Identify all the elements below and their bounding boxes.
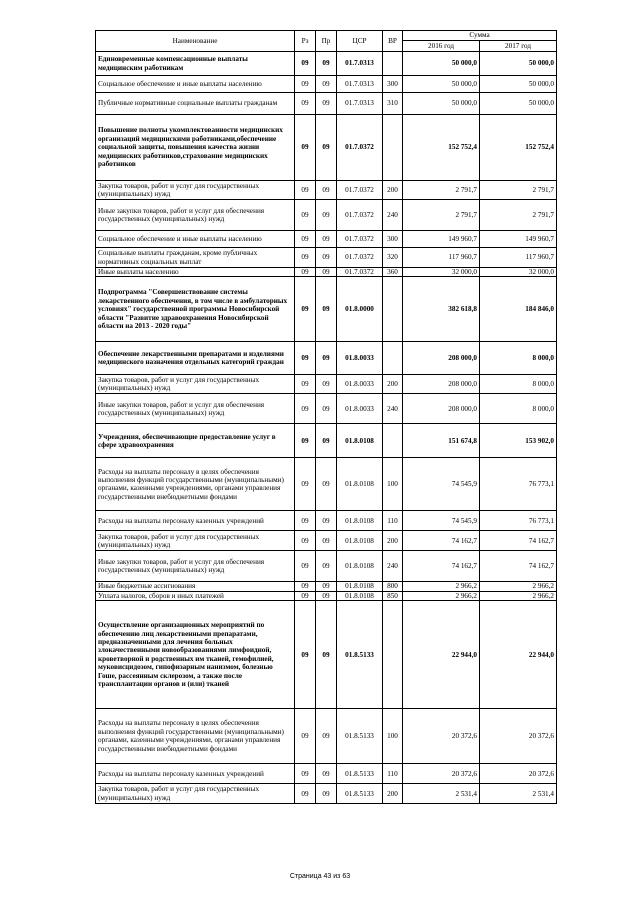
cell-pr: 09 [316,601,337,709]
cell-name: Уплата налогов, сборов и иных платежей [96,591,295,600]
header-name: Наименование [96,31,295,52]
cell-pr: 09 [316,375,337,394]
cell-csr: 01.7.0372 [337,248,383,268]
cell-vr: 240 [383,200,403,231]
cell-pr: 09 [316,784,337,804]
cell-vr [383,601,403,709]
cell-vr: 240 [383,551,403,582]
cell-pr: 09 [316,268,337,277]
cell-rz: 09 [295,76,316,93]
cell-pr: 09 [316,458,337,511]
cell-csr: 01.8.5133 [337,764,383,784]
cell-s2016: 22 944,0 [403,601,480,709]
table-row [96,277,557,342]
cell-vr: 800 [383,582,403,591]
cell-s2016: 2 791,7 [403,200,480,231]
header-vr: ВР [383,31,403,52]
cell-rz: 09 [295,342,316,375]
cell-vr [383,115,403,181]
table-row [96,582,557,591]
cell-name: Расходы на выплаты персоналу в целях обеспечения выполнения функций государственными (муниципальными) органами, казенными учреждениями, органами управления государственными внебюджетными фондами [96,458,295,511]
header-csr: ЦСР [337,31,383,52]
cell-s2017: 184 846,0 [480,277,557,342]
cell-name: Закупка товаров, работ и услуг для государственных (муниципальных) нужд [96,375,295,394]
cell-s2016: 50 000,0 [403,76,480,93]
table-row [96,458,557,511]
cell-name: Расходы на выплаты персоналу казенных учреждений [96,764,295,784]
cell-name: Иные выплаты населению [96,268,295,277]
table-row [96,551,557,582]
cell-pr: 09 [316,424,337,458]
cell-name: Подпрограмма "Совершенствование системы лекарственного обеспечения, в том числе в амбулаторных условиях" государственной программы Новосибирской области "Развитие здравоохранения Новосибирской области на 2013 - 2020 годы" [96,277,295,342]
cell-name: Обеспечение лекарственными препаратами и изделиями медицинского назначения отдельных категорий граждан [96,342,295,375]
table-row [96,709,557,764]
cell-s2017: 74 162,7 [480,531,557,551]
header-sum: Сумма [403,31,557,41]
cell-csr: 01.8.0108 [337,511,383,531]
cell-vr [383,52,403,76]
table-row [96,76,557,93]
header-rz: Рз [295,31,316,52]
cell-vr: 300 [383,76,403,93]
cell-csr: 01.7.0313 [337,52,383,76]
cell-rz: 09 [295,458,316,511]
cell-s2016: 74 162,7 [403,531,480,551]
cell-rz: 09 [295,231,316,248]
cell-csr: 01.8.0033 [337,375,383,394]
cell-pr: 09 [316,511,337,531]
cell-csr: 01.8.0108 [337,551,383,582]
cell-csr: 01.8.0033 [337,342,383,375]
cell-pr: 09 [316,52,337,76]
cell-rz: 09 [295,248,316,268]
cell-s2017: 2 791,7 [480,200,557,231]
cell-s2017: 76 773,1 [480,511,557,531]
cell-csr: 01.8.0033 [337,394,383,424]
cell-csr: 01.8.0000 [337,277,383,342]
table-row [96,248,557,268]
table-row [96,511,557,531]
cell-pr: 09 [316,76,337,93]
header-2016: 2016 год [403,41,480,52]
cell-s2017: 149 960,7 [480,231,557,248]
table-row [96,591,557,600]
cell-name: Единовременные компенсационные выплаты медицинским работникам [96,52,295,76]
cell-pr: 09 [316,394,337,424]
cell-vr: 320 [383,248,403,268]
cell-s2017: 153 902,0 [480,424,557,458]
cell-rz: 09 [295,93,316,115]
cell-s2017: 2 966,2 [480,591,557,600]
cell-pr: 09 [316,181,337,200]
cell-name: Осуществление организационных мероприятий по обеспечению лиц лекарственными препаратами, предназначенными для лечения больных злокачественными новообразованиями лимфоидной, кроветворной и родственных им тканей, гемофилией, муковисцидозом, гипофизарным нанизмом, болезнью Гоше, рассеянным склерозом, а также после трансплантации органов и (или) тканей [96,601,295,709]
cell-s2016: 50 000,0 [403,52,480,76]
cell-s2017: 2 966,2 [480,582,557,591]
cell-pr: 09 [316,342,337,375]
cell-csr: 01.7.0372 [337,181,383,200]
cell-csr: 01.8.5133 [337,709,383,764]
cell-s2016: 2 966,2 [403,582,480,591]
table-row [96,93,557,115]
cell-s2016: 2 791,7 [403,181,480,200]
cell-vr: 200 [383,784,403,804]
cell-name: Расходы на выплаты персоналу в целях обеспечения выполнения функций государственными (муниципальными) органами, казенными учреждениями, органами управления государственными внебюджетными фондами [96,709,295,764]
cell-csr: 01.8.0108 [337,531,383,551]
cell-s2016: 74 545,9 [403,458,480,511]
cell-rz: 09 [295,709,316,764]
cell-s2017: 22 944,0 [480,601,557,709]
cell-name: Учреждения, обеспечивающие предоставление услуг в сфере здравоохранения [96,424,295,458]
cell-s2017: 8 000,0 [480,394,557,424]
cell-s2017: 50 000,0 [480,76,557,93]
cell-pr: 09 [316,764,337,784]
cell-s2017: 74 162,7 [480,551,557,582]
table-row [96,784,557,804]
cell-csr: 01.7.0313 [337,93,383,115]
cell-s2017: 8 000,0 [480,342,557,375]
cell-s2016: 382 618,8 [403,277,480,342]
cell-csr: 01.7.0372 [337,115,383,181]
cell-vr [383,424,403,458]
cell-s2016: 149 960,7 [403,231,480,248]
cell-s2017: 8 000,0 [480,375,557,394]
cell-rz: 09 [295,115,316,181]
cell-rz: 09 [295,181,316,200]
cell-name: Социальные выплаты гражданам, кроме публичных нормативных социальных выплат [96,248,295,268]
cell-pr: 09 [316,93,337,115]
cell-csr: 01.8.5133 [337,601,383,709]
cell-pr: 09 [316,591,337,600]
cell-s2016: 20 372,6 [403,709,480,764]
cell-name: Закупка товаров, работ и услуг для государственных (муниципальных) нужд [96,784,295,804]
cell-s2016: 2 531,4 [403,784,480,804]
cell-s2017: 152 752,4 [480,115,557,181]
cell-pr: 09 [316,551,337,582]
table-body [96,52,557,804]
cell-s2016: 208 000,0 [403,394,480,424]
cell-rz: 09 [295,394,316,424]
cell-pr: 09 [316,231,337,248]
table-row [96,200,557,231]
cell-name: Иные закупки товаров, работ и услуг для обеспечения государственных (муниципальных) нужд [96,200,295,231]
cell-name: Иные бюджетные ассигнования [96,582,295,591]
page-number: Страница 43 из 63 [289,873,351,880]
cell-vr: 110 [383,511,403,531]
cell-s2017: 2 791,7 [480,181,557,200]
cell-s2017: 76 773,1 [480,458,557,511]
cell-pr: 09 [316,709,337,764]
table-row [96,231,557,248]
cell-s2016: 152 752,4 [403,115,480,181]
cell-csr: 01.7.0313 [337,76,383,93]
cell-name: Закупка товаров, работ и услуг для государственных (муниципальных) нужд [96,531,295,551]
cell-csr: 01.8.0108 [337,591,383,600]
cell-pr: 09 [316,200,337,231]
cell-name: Иные закупки товаров, работ и услуг для обеспечения государственных (муниципальных) нужд [96,394,295,424]
cell-rz: 09 [295,511,316,531]
cell-csr: 01.8.0108 [337,582,383,591]
cell-vr: 100 [383,709,403,764]
cell-name: Социальное обеспечение и иные выплаты населению [96,231,295,248]
cell-s2016: 117 960,7 [403,248,480,268]
cell-name: Публичные нормативные социальные выплаты гражданам [96,93,295,115]
cell-rz: 09 [295,582,316,591]
cell-s2016: 74 162,7 [403,551,480,582]
cell-s2017: 50 000,0 [480,52,557,76]
cell-name: Закупка товаров, работ и услуг для государственных (муниципальных) нужд [96,181,295,200]
table-row [96,52,557,76]
cell-rz: 09 [295,601,316,709]
table-row [96,268,557,277]
cell-rz: 09 [295,277,316,342]
cell-s2016: 208 000,0 [403,375,480,394]
cell-vr: 300 [383,231,403,248]
cell-pr: 09 [316,277,337,342]
table-row [96,424,557,458]
table-row [96,531,557,551]
cell-rz: 09 [295,268,316,277]
cell-vr [383,342,403,375]
header-pr: Пр [316,31,337,52]
cell-csr: 01.8.5133 [337,784,383,804]
cell-pr: 09 [316,531,337,551]
cell-vr: 850 [383,591,403,600]
cell-rz: 09 [295,551,316,582]
cell-vr: 200 [383,531,403,551]
cell-vr: 110 [383,764,403,784]
table-row [96,764,557,784]
header-2017: 2017 год [480,41,557,52]
cell-s2016: 20 372,6 [403,764,480,784]
cell-rz: 09 [295,52,316,76]
cell-s2016: 32 000,0 [403,268,480,277]
table-row [96,394,557,424]
table-row [96,375,557,394]
cell-s2017: 20 372,6 [480,709,557,764]
cell-name: Повышение полноты укомплектованности медицинских организаций медицинскими работниками,обеспечение социальной защиты, повышения качества жизни медицинских работников,страхование медицинских работников [96,115,295,181]
cell-rz: 09 [295,424,316,458]
cell-rz: 09 [295,784,316,804]
cell-vr: 240 [383,394,403,424]
cell-s2016: 50 000,0 [403,93,480,115]
cell-vr: 310 [383,93,403,115]
cell-name: Иные закупки товаров, работ и услуг для обеспечения государственных (муниципальных) нужд [96,551,295,582]
cell-s2016: 2 966,2 [403,591,480,600]
cell-rz: 09 [295,200,316,231]
cell-s2016: 74 545,9 [403,511,480,531]
cell-s2017: 20 372,6 [480,764,557,784]
table-row [96,181,557,200]
cell-csr: 01.7.0372 [337,268,383,277]
cell-name: Расходы на выплаты персоналу казенных учреждений [96,511,295,531]
cell-s2016: 151 674,8 [403,424,480,458]
cell-s2017: 2 531,4 [480,784,557,804]
table-row [96,342,557,375]
cell-s2017: 50 000,0 [480,93,557,115]
cell-csr: 01.8.0108 [337,424,383,458]
cell-vr: 200 [383,181,403,200]
cell-s2017: 117 960,7 [480,248,557,268]
cell-csr: 01.7.0372 [337,200,383,231]
cell-rz: 09 [295,764,316,784]
table-row [96,115,557,181]
cell-rz: 09 [295,531,316,551]
cell-name: Социальное обеспечение и иные выплаты населению [96,76,295,93]
cell-rz: 09 [295,591,316,600]
cell-pr: 09 [316,115,337,181]
cell-vr: 360 [383,268,403,277]
cell-vr: 100 [383,458,403,511]
cell-vr [383,277,403,342]
cell-csr: 01.8.0108 [337,458,383,511]
cell-vr: 200 [383,375,403,394]
cell-pr: 09 [316,582,337,591]
budget-table [95,30,557,804]
table-row [96,601,557,709]
cell-s2017: 32 000,0 [480,268,557,277]
cell-rz: 09 [295,375,316,394]
cell-pr: 09 [316,248,337,268]
cell-s2016: 208 000,0 [403,342,480,375]
cell-csr: 01.7.0372 [337,231,383,248]
